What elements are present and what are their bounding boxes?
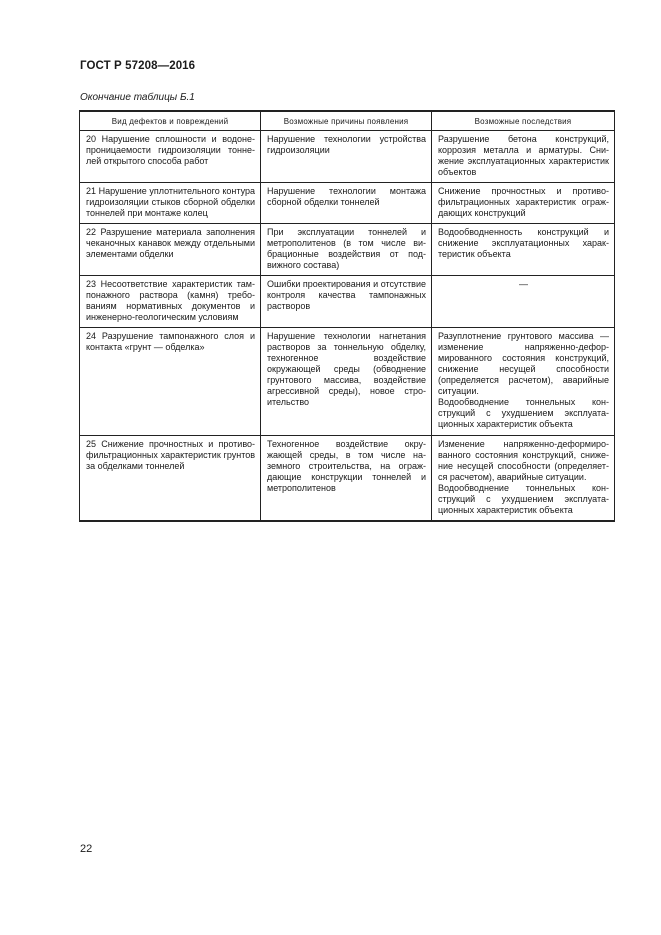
consequences-dash: — xyxy=(519,279,528,289)
defect-cell: 25 Снижение прочностных и противофильтрационных характеристик грунтов за обделками тоннелей xyxy=(80,436,261,522)
causes-cell: Нарушение технологии нагнетания растворов за тоннельную обделку, техногенное воздействие окружающей среды (обводнение грунтового массива, воздействие агрессивной среды), новое строительство xyxy=(261,328,432,436)
defect-cell: 22 Разрушение материала заполнения чеканочных канавок между отдельными элементами обделки xyxy=(80,224,261,276)
defect-cell: 23 Несоответствие характеристик тампонажного раствора (камня) требованиям нормативных документов и инженерно-геологическим условиям xyxy=(80,276,261,328)
table-row xyxy=(80,276,615,328)
consequences-cell xyxy=(432,436,615,522)
consequences-cell xyxy=(432,131,615,183)
defect-cell: 24 Разрушение тампонажного слоя и контакта «грунт — обделка» xyxy=(80,328,261,436)
table-caption: Окончание таблицы Б.1 xyxy=(80,92,195,103)
defects-table xyxy=(79,110,615,522)
column-header-possible-causes: Возможные причины появления xyxy=(261,111,432,131)
causes-cell: Ошибки проектирования и отсутствие контроля качества тампонажных растворов xyxy=(261,276,432,328)
column-header-defect-type: Вид дефектов и повреждений xyxy=(80,111,261,131)
document-standard-id: ГОСТ Р 57208—2016 xyxy=(80,60,196,72)
causes-cell: При эксплуатации тоннелей и метрополитенов (в том числе вибрационные воздействия от подвижного состава) xyxy=(261,224,432,276)
consequences-cell xyxy=(432,224,615,276)
table-row xyxy=(80,183,615,224)
table-row xyxy=(80,224,615,276)
table-row xyxy=(80,436,615,522)
causes-cell: Нарушение технологии устройства гидроизоляции xyxy=(261,131,432,183)
causes-cell: Нарушение технологии монтажа сборной обделки тоннелей xyxy=(261,183,432,224)
defects-table-container xyxy=(79,110,614,522)
table-header-row xyxy=(80,111,615,131)
page-number: 22 xyxy=(80,843,93,855)
consequences-paragraph: Водообводненность конструкций и снижение эксплуатационных характеристик объекта xyxy=(438,227,609,259)
consequences-cell xyxy=(432,276,615,328)
table-row xyxy=(80,131,615,183)
consequences-cell xyxy=(432,328,615,436)
consequences-paragraph: Водообводнение тоннельных конструкций с ухудшением эксплуатационных характеристик объекта xyxy=(438,483,609,515)
column-header-possible-consequences: Возможные последствия xyxy=(432,111,615,131)
defect-cell: 21 Нарушение уплотнительного контура гидроизоляции стыков сборной обделки тоннелей при монтаже колец xyxy=(80,183,261,224)
consequences-paragraph: Разрушение бетона конструкций, коррозия металла и арматуры. Снижение эксплуатационных характеристик объектов xyxy=(438,134,609,177)
causes-cell: Техногенное воздействие окружающей среды, в том числе наземного строительства, на ограждающие конструкции тоннелей и метрополитенов xyxy=(261,436,432,522)
consequences-paragraph: Разуплотнение грунтового массива — изменение напряженно-деформированного состояния конструкций, снижение несущей способности (определяется расчетом), аварийные ситуации. xyxy=(438,331,609,396)
defect-cell: 20 Нарушение сплошности и водонепроницаемости гидроизоляции тоннелей открытого способа работ xyxy=(80,131,261,183)
consequences-paragraph: Водообводнение тоннельных конструкций с ухудшением эксплуатационных характеристик объекта xyxy=(438,397,609,429)
consequences-cell xyxy=(432,183,615,224)
table-row xyxy=(80,328,615,436)
consequences-paragraph: Изменение напряженно-деформированного состояния конструкций, снижение несущей способности (определяется расчетом), аварийные ситуации. xyxy=(438,439,609,482)
consequences-paragraph: Снижение прочностных и противофильтрационных характеристик ограждающих конструкций xyxy=(438,186,609,218)
